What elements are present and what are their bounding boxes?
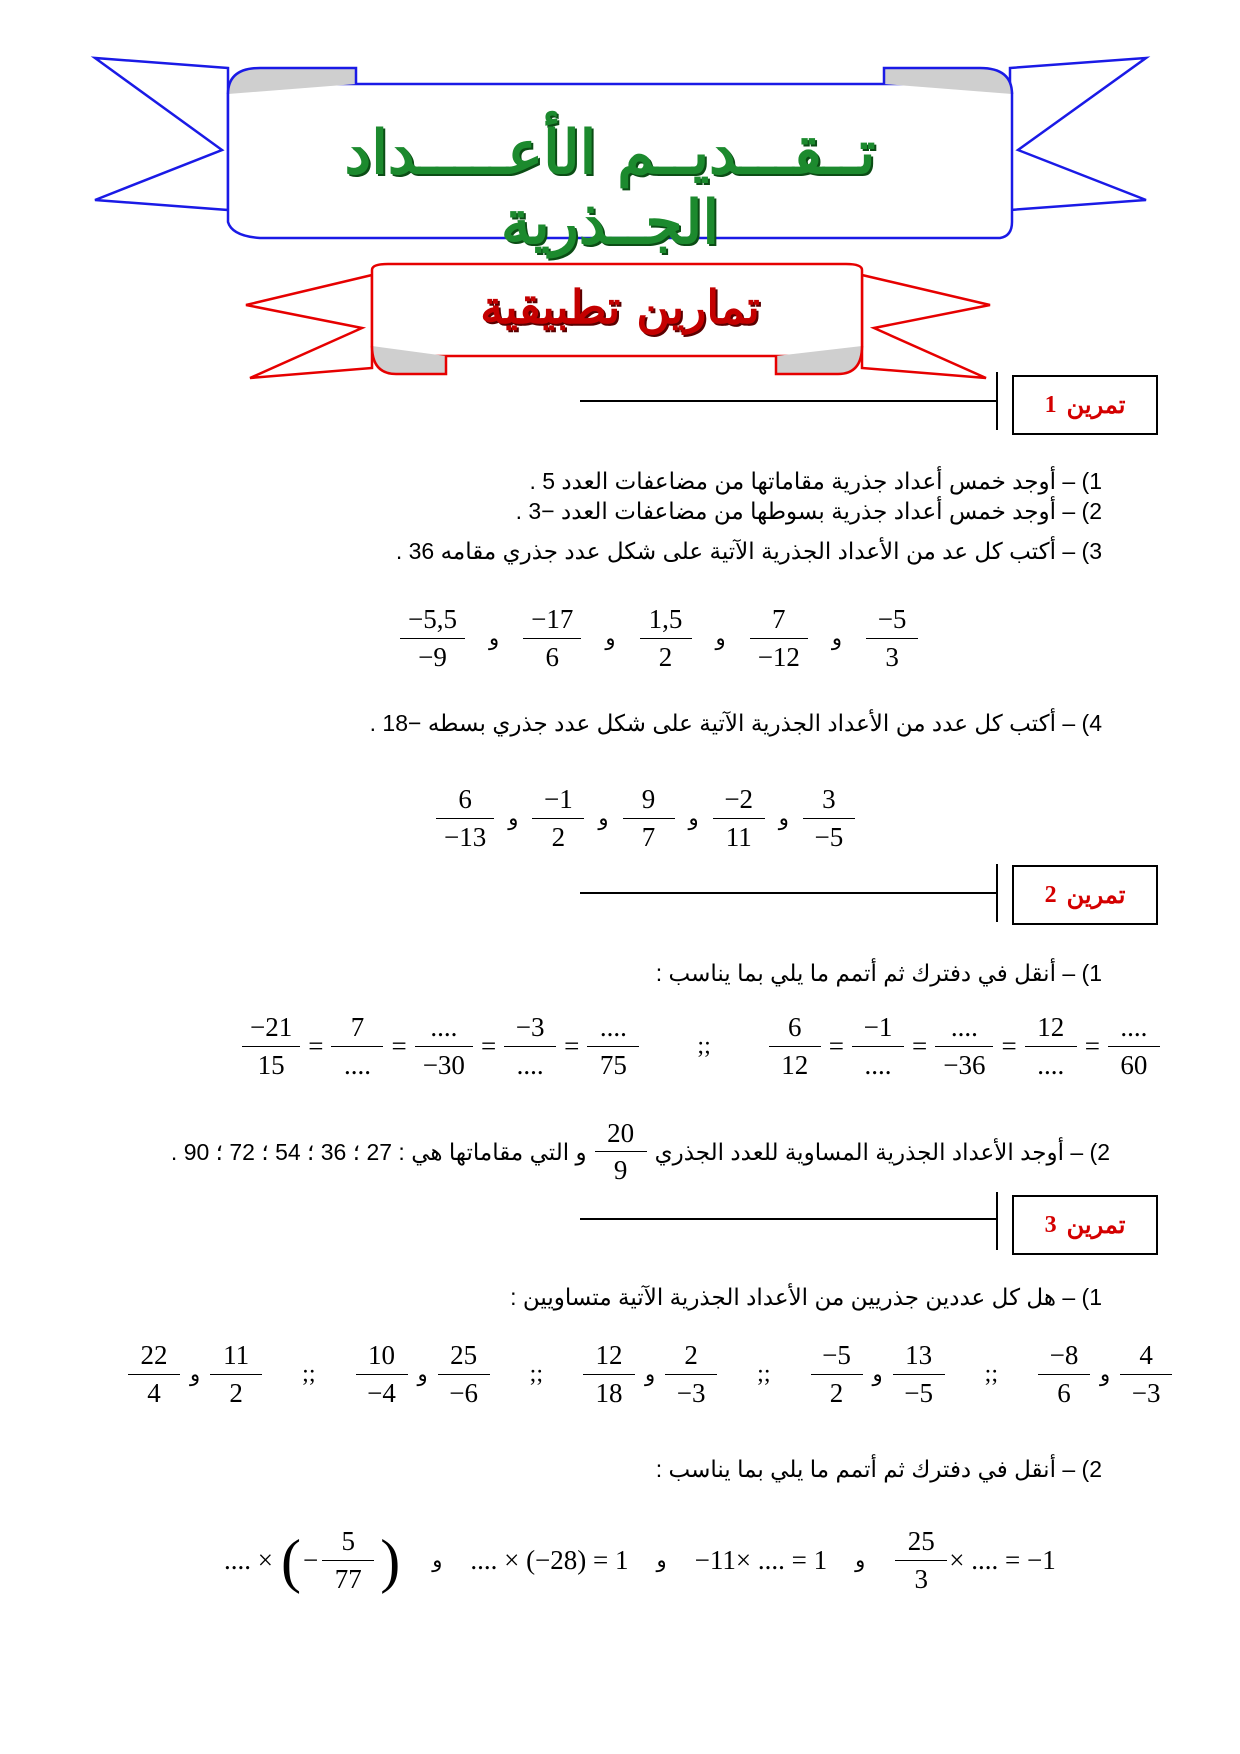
fraction: 9 7 [627, 784, 671, 853]
fraction: 22 4 [132, 1340, 176, 1409]
fraction: $\frac{25}{3}$ [899, 1526, 943, 1595]
fraction: −2 11 [717, 784, 761, 853]
ex2-vrule [996, 864, 998, 922]
ex1-fractions-3 [398, 604, 920, 673]
fraction: −5 2 [815, 1340, 859, 1409]
fraction: 7 .... [335, 1012, 379, 1081]
fraction: 13 −5 [897, 1340, 941, 1409]
conj-word: و [605, 627, 616, 650]
fraction: $\frac{-21}{15}$ [246, 1012, 296, 1081]
fraction: 25 −6 [442, 1340, 486, 1409]
fraction: $\frac{5}{77}$ [326, 1526, 370, 1595]
ex3-number: 3 [1044, 1211, 1057, 1238]
conj-word: و [715, 627, 726, 650]
separator: ;; [757, 1361, 771, 1387]
conj-word: و [778, 807, 789, 830]
ex1-fractions-4 [434, 784, 857, 853]
ex1-question-2: 2) – أوجد خمس أعداد جذرية بسوطها من مضاعفات العدد −3 . [515, 498, 1102, 524]
fraction: .... −30 [419, 1012, 469, 1081]
eq3: .... × (−28) = 1 [470, 1545, 629, 1575]
conj-word: و [190, 1363, 201, 1386]
fraction: 3 −5 [807, 784, 851, 853]
ex2-question-1: 1) – أنقل في دفترك ثم أتمم ما يلي بما يناسب : [655, 960, 1102, 986]
fraction: 1,5 2 [644, 604, 688, 673]
fraction: $\frac{6}{12}$ [773, 1012, 817, 1081]
fraction: .... 60 [1112, 1012, 1156, 1081]
page-title: تــقـــديــم الأعـــــداد الجــذرية [344, 118, 876, 258]
ex3-question-2: 2) – أنقل في دفترك ثم أتمم ما يلي بما يناسب : [655, 1456, 1102, 1482]
fraction: 10 −4 [360, 1340, 404, 1409]
ex2-header [1012, 865, 1158, 925]
page-subtitle: تمارين تطبيقية [480, 280, 760, 334]
conj-word: و [488, 627, 500, 650]
conj-word: و [645, 1363, 656, 1386]
conj-word: و [656, 1549, 667, 1572]
ex3-rule [580, 1218, 998, 1220]
separator: ;; [697, 1033, 711, 1059]
conj-word: و [855, 1549, 866, 1572]
fraction: .... 75 [591, 1012, 635, 1081]
ex1-label: تمرين [1066, 392, 1126, 419]
fraction: 4 −3 [1124, 1340, 1168, 1409]
separator: ;; [529, 1361, 543, 1387]
eq4-pre: .... × [224, 1545, 273, 1575]
fraction: 2 −3 [669, 1340, 713, 1409]
conj-word: و [688, 807, 699, 830]
ex1-header [1012, 375, 1158, 435]
ex3-header [1012, 1195, 1158, 1255]
ex1-number: 1 [1044, 391, 1057, 418]
fraction: −1 2 [536, 784, 580, 853]
fraction: −8 6 [1042, 1340, 1086, 1409]
fraction: 12 18 [587, 1340, 631, 1409]
ex1-question-3: 3) – أكتب كل عد من الأعداد الجذرية الآتية على شكل عدد جذري مقامه 36 . [395, 538, 1102, 564]
fraction: −5 3 [870, 604, 914, 673]
ex2-rule [580, 892, 998, 894]
conj-word: و [831, 627, 843, 650]
conj-word: و [872, 1363, 883, 1386]
fraction: 20 9 [599, 1118, 643, 1185]
ex3-question-1: 1) – هل كل عددين جذريين من الأعداد الجذرية الآتية متساويين : [510, 1284, 1102, 1310]
ex3-vrule [996, 1192, 998, 1250]
conj-word: و [1100, 1363, 1111, 1386]
fraction: 7 −12 [754, 604, 804, 673]
ex1-rule [580, 400, 998, 402]
fraction: 6 −13 [440, 784, 490, 853]
separator: ;; [984, 1361, 998, 1387]
separator: ;; [302, 1361, 316, 1387]
conj-word: و [417, 1363, 428, 1386]
ex1-question-4: 4) – أكتب كل عدد من الأعداد الجذرية الآتية على شكل عدد جذري بسطه −18 . [369, 710, 1102, 736]
ex3-equations: .... × ( − $\frac{5}{77}$ ) و .... × (−28) = 1 و −11× .... = 1 و $\frac{25}{3}$ × .... = −1 [224, 1526, 1056, 1594]
ex3-label: تمرين [1066, 1212, 1126, 1239]
fraction: .... −36 [939, 1012, 989, 1081]
ex2-question-2-pre: 2) – أوجد الأعداد الجذرية المساوية للعدد الجذري [654, 1138, 1110, 1165]
fraction: −17 6 [527, 604, 577, 673]
conj-word: و [432, 1549, 443, 1572]
fraction: −3 .... [508, 1012, 552, 1081]
eq1-rest: × .... = −1 [949, 1545, 1056, 1575]
eq2: −11× .... = 1 [694, 1545, 828, 1575]
ex2-number: 2 [1044, 881, 1057, 908]
fraction: 11 2 [214, 1340, 258, 1409]
conj-word: و [598, 807, 609, 830]
ex2-label: تمرين [1066, 882, 1126, 909]
fraction: −5,5 −9 [404, 604, 461, 673]
ex1-question-1: 1) – أوجد خمس أعداد جذرية مقاماتها من مضاعفات العدد 5 . [529, 468, 1102, 494]
ex1-vrule [996, 372, 998, 430]
conj-word: و [508, 807, 519, 830]
fraction: −1 .... [856, 1012, 900, 1081]
ex2-question-2-post: و التي مقاماتها هي : 27 ؛ 36 ؛ 54 ؛ 72 ؛ 90 . [170, 1138, 587, 1165]
ex3-pairs [126, 1340, 1174, 1409]
fraction: 12 .... [1029, 1012, 1073, 1081]
ex2-question-2 [171, 1118, 1110, 1185]
ex2-chain-b: $\frac{-21}{15}$ = 7 .... = .... −30 = −3 .... = .... 75 ;; $\frac{6}{12}$ = −1 .... = .... −36 = 12 .... = .... 60 [240, 1012, 1162, 1081]
